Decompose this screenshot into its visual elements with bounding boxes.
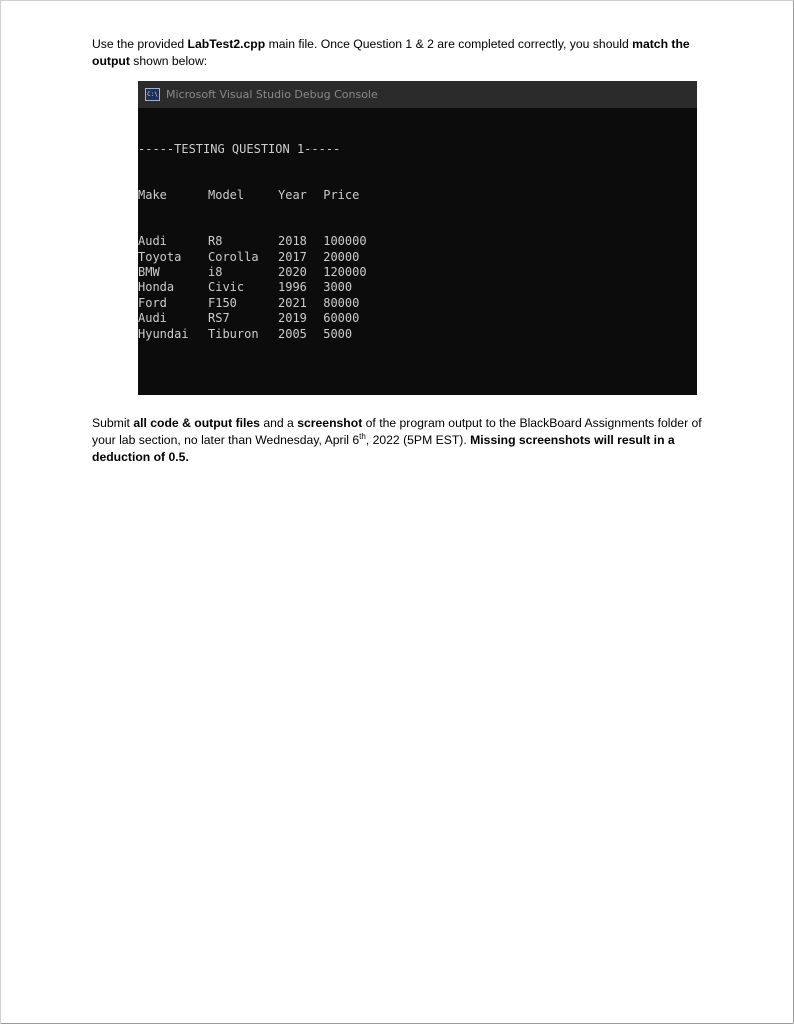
- car-make: Honda: [138, 280, 175, 295]
- car-price: 20000: [323, 249, 360, 264]
- intro-filename: LabTest2.cpp: [187, 37, 266, 51]
- intro-paragraph: [92, 36, 702, 70]
- car-price: 80000: [323, 295, 360, 310]
- submit-bold-files: all code & output files: [133, 416, 260, 430]
- col-model: Model: [208, 188, 245, 203]
- car-row: [138, 280, 697, 295]
- car-make: Ford: [138, 295, 167, 310]
- col-make: Make: [138, 188, 167, 203]
- car-table-header: [138, 188, 697, 203]
- col-price: Price: [323, 188, 360, 203]
- car-row: [138, 265, 697, 280]
- intro-text-2: main file. Once Question 1 & 2 are completed correctly, you should: [265, 37, 633, 51]
- car-row: [138, 296, 697, 311]
- car-price: 5000: [323, 326, 353, 341]
- submit-text-1: Submit: [92, 416, 134, 430]
- car-year: 1996: [278, 280, 307, 295]
- intro-text-3: shown below:: [129, 54, 208, 68]
- car-row: [138, 250, 697, 265]
- q1-header: -----TESTING QUESTION 1-----: [138, 141, 341, 156]
- car-price: 60000: [323, 311, 360, 326]
- car-model: RS7: [208, 311, 230, 326]
- car-model: Corolla: [208, 249, 259, 264]
- car-make: Toyota: [138, 249, 182, 264]
- car-rows: [138, 234, 697, 342]
- car-year: 2021: [278, 295, 307, 310]
- submit-text-3: of the program output to the BlackBoard Assignments folder of your lab section, no later than Wednesday, April 6: [92, 416, 702, 447]
- console-title: Microsoft Visual Studio Debug Console: [166, 88, 378, 101]
- car-model: Civic: [208, 280, 245, 295]
- submit-paragraph: [92, 415, 702, 466]
- car-price: 120000: [323, 265, 367, 279]
- console-blank-line: [138, 373, 697, 388]
- submit-bold-deduction: Missing screenshots will result in a deduction of 0.5.: [92, 433, 675, 464]
- car-make: Hyundai: [138, 326, 189, 341]
- console-output: [138, 108, 697, 395]
- intro-text-1: Use the provided: [92, 37, 188, 51]
- intro-match-output: match the output: [92, 37, 690, 68]
- car-year: 2020: [278, 265, 307, 279]
- car-make: Audi: [138, 234, 167, 249]
- car-make: Audi: [138, 311, 167, 326]
- car-year: 2018: [278, 234, 307, 249]
- car-row: [138, 311, 697, 326]
- car-price: 3000: [323, 280, 353, 295]
- car-year: 2017: [278, 249, 307, 264]
- submit-text-2: and a: [259, 416, 298, 430]
- submit-superscript: th: [359, 432, 366, 441]
- car-model: i8: [208, 265, 223, 279]
- submit-bold-screenshot: screenshot: [297, 416, 363, 430]
- car-year: 2019: [278, 311, 307, 326]
- submit-text-4: , 2022 (5PM EST).: [365, 433, 471, 447]
- car-model: Tiburon: [208, 326, 259, 341]
- console-titlebar: [138, 81, 697, 108]
- car-row: [138, 327, 697, 342]
- car-model: R8: [208, 234, 223, 249]
- col-year: Year: [278, 188, 307, 203]
- debug-console-screenshot: [138, 81, 697, 395]
- car-make: BMW: [138, 265, 160, 279]
- car-row: [138, 234, 697, 249]
- car-model: F150: [208, 295, 237, 310]
- console-app-icon: C:\: [145, 88, 160, 101]
- car-price: 100000: [323, 234, 367, 249]
- car-year: 2005: [278, 326, 307, 341]
